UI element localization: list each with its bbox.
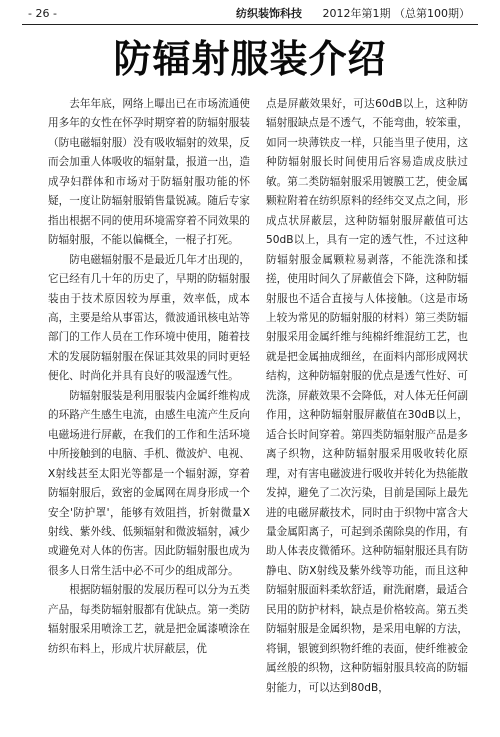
page-header <box>22 4 478 25</box>
paragraph: 防辐射服装是利用服装内金属纤维构成的环路产生感生电流，由感生电流产生反向电磁场进行屏蔽，在我们的工作和生活环境中所接触到的电脑、手机、微波炉、电视、X射线甚至太阳光等都是一个辐射源，穿着防辐射服后，致密的金属网在周身形成一个安全'防护罩'，能够有效阻挡，折射微量X射线、紫外线、低频辐射和微波辐射，减少或避免对人体的伤害。因此防辐射服也成为很多人日常生活中必不可少的组成部分。 <box>48 389 250 577</box>
left-column <box>48 95 250 659</box>
paragraph: 去年年底，网络上曝出已在市场流通使用多年的女性在怀孕时期穿着的防辐射服装（防电磁辐射服）没有吸收辐射的效果，反而会加重人体吸收的辐射量，报道一出，造成孕妇群体和市场对于防辐射服功能的怀疑，一度让防辐射服销售量锐减。随后专家指出根据不同的使用环境需穿着不同效果的防辐射服，不能以偏概全，一棍子打死。 <box>48 98 250 247</box>
journal-name: 纺织装饰科技 <box>236 7 302 20</box>
paragraph: 根据防辐射服的发展历程可以分为五类产品，每类防辐射服都有优缺点。第一类防辐射服采用喷涂工艺，就是把金属漆喷涂在纺织布料上，形成片状屏蔽层，优 <box>48 584 250 655</box>
right-column <box>266 95 468 698</box>
paragraph: 防电磁辐射服不是最近几年才出现的，它已经有几十年的历史了，早期的防辐射服装由于技术原因较为厚重，效率低，成本高，主要是给从事雷达，微波通讯核电站等部门的工作人员在工作环境中使用，随着技术的发展防辐射服在保证其效果的同时更轻便化、时尚化并具有良好的吸湿透气性。 <box>48 253 250 383</box>
paragraph: 点是屏蔽效果好，可达60dB以上，这种防辐射服缺点是不透气，不能弯曲，较笨重，如同一块薄铁皮一样，只能当里子使用，这种防辐射服长时间使用后容易造成皮肤过敏。第二类防辐射服采用镀膜工艺，使金属颗粒附着在纺织原料的经纬交叉点之间，形成点状屏蔽层，这种防辐射服屏蔽值可达50dB以上，具有一定的透气性，不过这种防辐射服金属颗粒易剥落，不能洗涤和揉搓，使用时间久了屏蔽值会下降，这种防辐射服也不适合直接与人体接触。（这是市场上较为常见的防辐射服的材料）第三类防辐射服采用金属纤维与纯棉纤维混纺工艺，也就是把金属抽成细丝，在面料内部形成网状结构，这种防辐射服的优点是透气性好、可洗涤，屏蔽效果不会降低，对人体无任何副作用，这种防辐射服屏蔽值在30dB以上，适合长时间穿着。第四类防辐射服产品是多离子织物，这种防辐射服采用吸收转化原理，对有害电磁波进行吸收并转化为热能散发掉，避免了二次污染，目前是国际上最先进的电磁屏蔽技术，同时由于织物中富含大量金属阳离子，可起到杀菌除臭的作用，有助人体表皮微循环。这种防辐射服还具有防静电、防X射线及紫外线等功能，而且这种防辐射服面料柔软舒适，耐洗耐磨，最适合民用的防护材料，缺点是价格较高。第五类防辐射服是金属织物，是采用电解的方法，将铜，银镀到织物纤维的表面，使纤维被金属丝般的织物，这种防辐射服具较高的防辐射能力，可以达到80dB， <box>266 98 468 694</box>
issue-info: 2012年第1期 （总第100期） <box>322 7 470 20</box>
article-title: 防辐射服装介绍 <box>113 37 387 81</box>
page-number: - 26 - <box>28 7 57 20</box>
